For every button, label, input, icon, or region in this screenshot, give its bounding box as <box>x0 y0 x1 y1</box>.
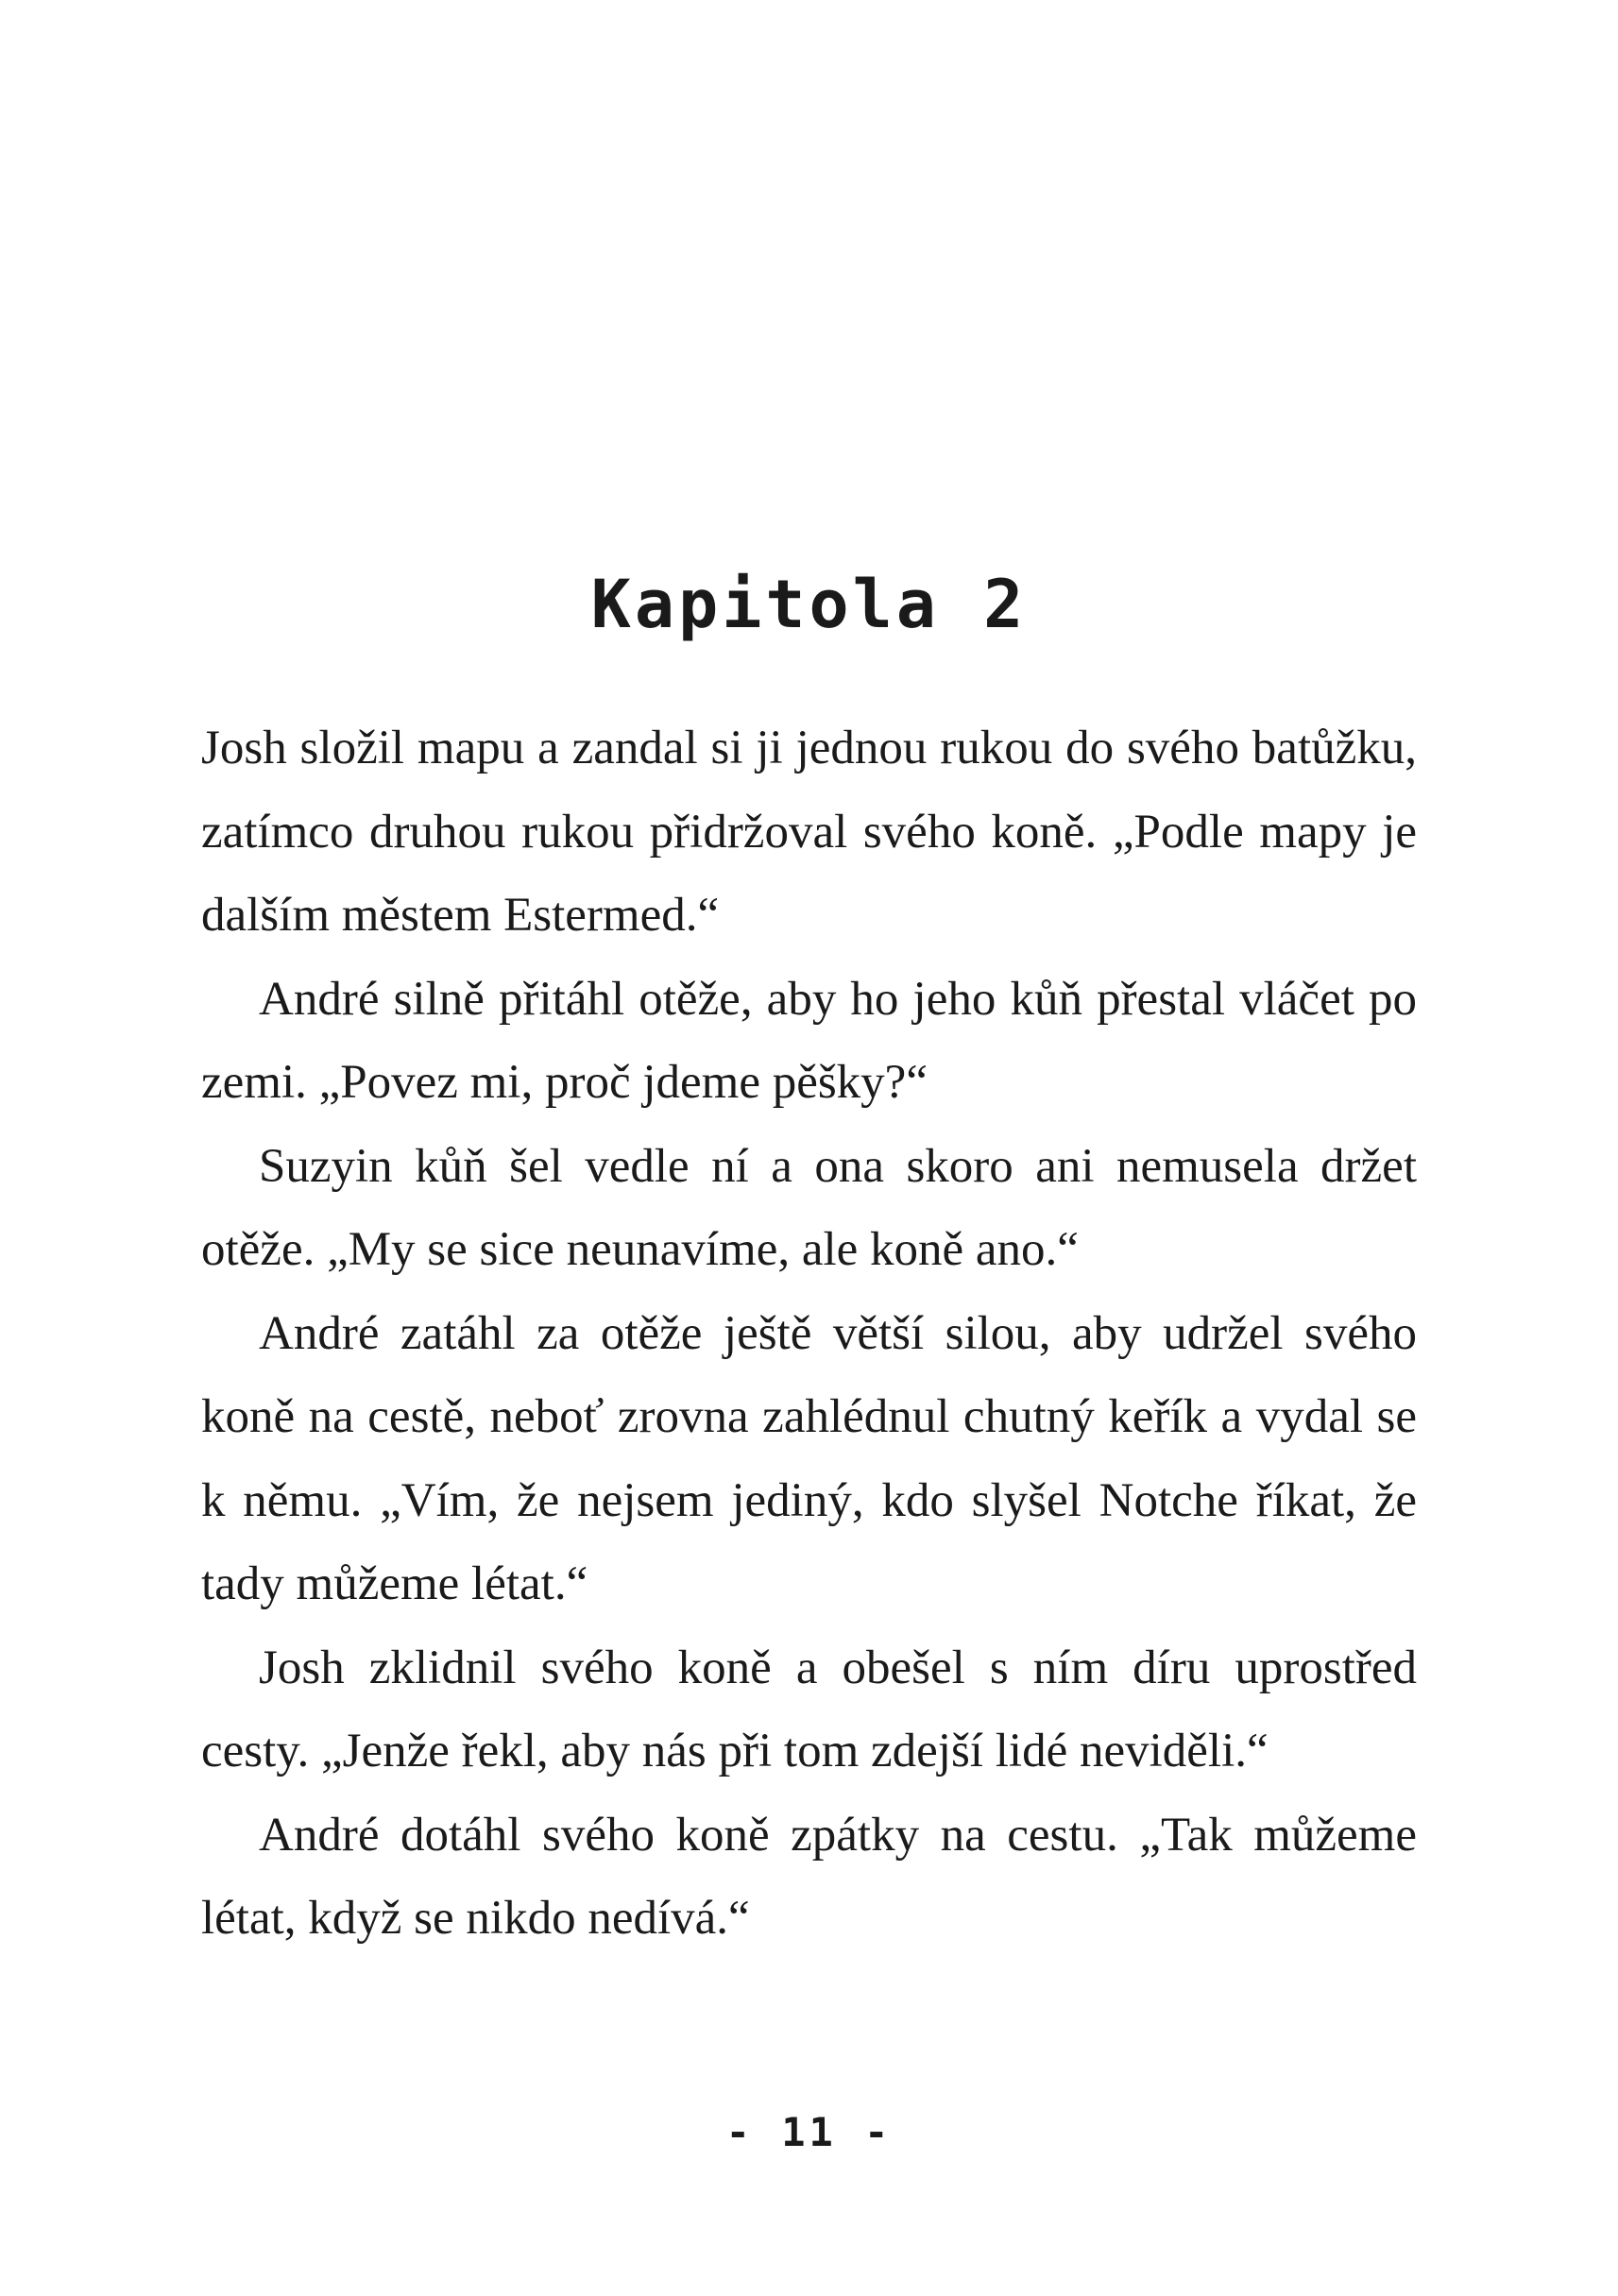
paragraph: André dotáhl svého koně zpátky na cestu. „Tak můžeme létat, když se nikdo nedívá.“ <box>201 1808 1417 1945</box>
paragraph: André zatáhl za otěže ještě větší silou, aby udržel svého koně na cestě, neboť zrovna zahlédnul chutný keřík a vydal se k němu. „Vím, že nejsem jediný, kdo slyšel Notche říkat, že tady můžeme létat.“ <box>201 1306 1417 1610</box>
paragraph: Josh zklidnil svého koně a obešel s ním díru uprostřed cesty. „Jenže řekl, aby nás při tom zdejší lidé neviděli.“ <box>201 1641 1417 1777</box>
paragraph: Josh složil mapu a zandal si ji jednou rukou do svého batůžku, zatímco druhou rukou přidržoval svého koně. „Podle mapy je dalším městem Estermed.“ <box>201 722 1417 942</box>
paragraph: André silně přitáhl otěže, aby ho jeho kůň přestal vláčet po zemi. „Povez mi, proč jdeme pěšky?“ <box>201 972 1417 1109</box>
page-number: - 11 - <box>725 2109 893 2155</box>
chapter-title: Kapitola 2 <box>590 566 1028 643</box>
body-text <box>201 706 1417 1961</box>
paragraph: Suzyin kůň šel vedle ní a ona skoro ani nemusela držet otěže. „My se sice neunavíme, ale koně ano.“ <box>201 1139 1417 1276</box>
